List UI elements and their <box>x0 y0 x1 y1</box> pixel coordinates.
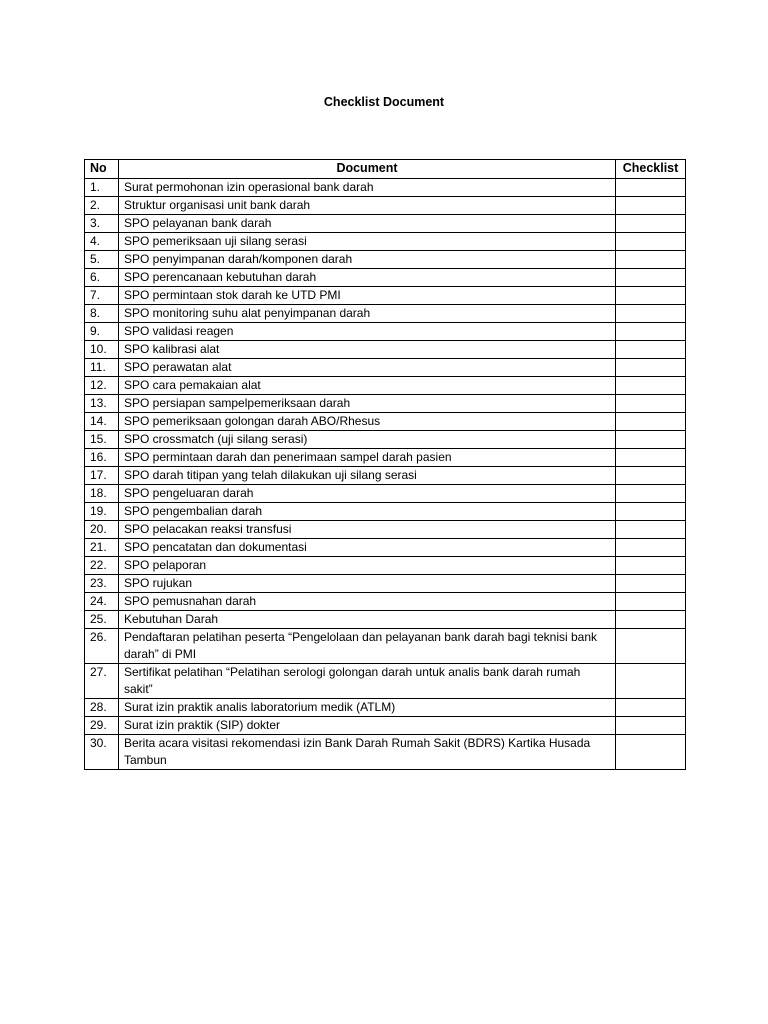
row-checklist-cell[interactable] <box>616 179 686 197</box>
table-row <box>85 215 686 233</box>
row-checklist-cell[interactable] <box>616 611 686 629</box>
row-checklist-cell[interactable] <box>616 717 686 735</box>
row-number-cell: 22. <box>85 557 119 575</box>
row-document-cell: SPO pelayanan bank darah <box>119 215 616 233</box>
table-row <box>85 629 686 664</box>
row-document-cell: SPO permintaan stok darah ke UTD PMI <box>119 287 616 305</box>
row-checklist-cell[interactable] <box>616 215 686 233</box>
row-number-cell: 4. <box>85 233 119 251</box>
table-row <box>85 269 686 287</box>
row-number-cell: 10. <box>85 341 119 359</box>
row-checklist-cell[interactable] <box>616 413 686 431</box>
row-checklist-cell[interactable] <box>616 395 686 413</box>
header-no: No <box>85 160 119 179</box>
table-row <box>85 323 686 341</box>
row-number-cell: 13. <box>85 395 119 413</box>
table-row <box>85 413 686 431</box>
row-checklist-cell[interactable] <box>616 503 686 521</box>
row-document-cell: SPO pengembalian darah <box>119 503 616 521</box>
table-row <box>85 575 686 593</box>
row-number-cell: 20. <box>85 521 119 539</box>
row-document-cell: SPO pencatatan dan dokumentasi <box>119 539 616 557</box>
row-document-cell: SPO pemusnahan darah <box>119 593 616 611</box>
row-document-cell: SPO crossmatch (uji silang serasi) <box>119 431 616 449</box>
row-checklist-cell[interactable] <box>616 251 686 269</box>
row-document-cell: SPO penyimpanan darah/komponen darah <box>119 251 616 269</box>
row-number-cell: 27. <box>85 664 119 699</box>
row-checklist-cell[interactable] <box>616 629 686 664</box>
row-number-cell: 16. <box>85 449 119 467</box>
row-document-cell: SPO persiapan sampelpemeriksaan darah <box>119 395 616 413</box>
row-checklist-cell[interactable] <box>616 287 686 305</box>
table-row <box>85 251 686 269</box>
table-row <box>85 485 686 503</box>
table-row <box>85 664 686 699</box>
row-checklist-cell[interactable] <box>616 305 686 323</box>
row-checklist-cell[interactable] <box>616 323 686 341</box>
row-document-cell: Surat permohonan izin operasional bank darah <box>119 179 616 197</box>
row-checklist-cell[interactable] <box>616 269 686 287</box>
table-row <box>85 611 686 629</box>
checklist-table <box>84 159 686 770</box>
row-document-cell: SPO pengeluaran darah <box>119 485 616 503</box>
row-document-cell: SPO pelaporan <box>119 557 616 575</box>
row-number-cell: 23. <box>85 575 119 593</box>
row-document-cell: SPO pemeriksaan golongan darah ABO/Rhesus <box>119 413 616 431</box>
row-document-cell: SPO kalibrasi alat <box>119 341 616 359</box>
row-checklist-cell[interactable] <box>616 431 686 449</box>
row-number-cell: 6. <box>85 269 119 287</box>
row-number-cell: 12. <box>85 377 119 395</box>
row-checklist-cell[interactable] <box>616 593 686 611</box>
row-checklist-cell[interactable] <box>616 521 686 539</box>
table-row <box>85 539 686 557</box>
row-number-cell: 25. <box>85 611 119 629</box>
table-row <box>85 699 686 717</box>
row-number-cell: 21. <box>85 539 119 557</box>
header-checklist: Checklist <box>616 160 686 179</box>
table-row <box>85 233 686 251</box>
row-document-cell: Kebutuhan Darah <box>119 611 616 629</box>
row-checklist-cell[interactable] <box>616 699 686 717</box>
row-document-cell: SPO pemeriksaan uji silang serasi <box>119 233 616 251</box>
row-document-cell: SPO permintaan darah dan penerimaan sampel darah pasien <box>119 449 616 467</box>
table-row <box>85 735 686 770</box>
row-checklist-cell[interactable] <box>616 664 686 699</box>
row-checklist-cell[interactable] <box>616 341 686 359</box>
row-number-cell: 1. <box>85 179 119 197</box>
row-number-cell: 2. <box>85 197 119 215</box>
row-checklist-cell[interactable] <box>616 575 686 593</box>
row-document-cell: SPO perencanaan kebutuhan darah <box>119 269 616 287</box>
row-number-cell: 29. <box>85 717 119 735</box>
row-number-cell: 17. <box>85 467 119 485</box>
table-row <box>85 467 686 485</box>
table-header-row <box>85 160 686 179</box>
row-document-cell: SPO monitoring suhu alat penyimpanan darah <box>119 305 616 323</box>
table-row <box>85 359 686 377</box>
table-row <box>85 377 686 395</box>
header-document: Document <box>119 160 616 179</box>
row-document-cell: SPO perawatan alat <box>119 359 616 377</box>
row-document-cell: Struktur organisasi unit bank darah <box>119 197 616 215</box>
table-row <box>85 521 686 539</box>
row-number-cell: 26. <box>85 629 119 664</box>
row-document-cell: Sertifikat pelatihan “Pelatihan serologi golongan darah untuk analis bank darah rumah sakit” <box>119 664 616 699</box>
row-number-cell: 7. <box>85 287 119 305</box>
row-number-cell: 15. <box>85 431 119 449</box>
table-row <box>85 305 686 323</box>
table-row <box>85 503 686 521</box>
table-row <box>85 287 686 305</box>
table-row <box>85 449 686 467</box>
row-number-cell: 14. <box>85 413 119 431</box>
row-number-cell: 9. <box>85 323 119 341</box>
row-checklist-cell[interactable] <box>616 449 686 467</box>
row-number-cell: 24. <box>85 593 119 611</box>
table-row <box>85 717 686 735</box>
row-document-cell: Berita acara visitasi rekomendasi izin Bank Darah Rumah Sakit (BDRS) Kartika Husada Tambun <box>119 735 616 770</box>
row-number-cell: 18. <box>85 485 119 503</box>
row-document-cell: Pendaftaran pelatihan peserta “Pengelolaan dan pelayanan bank darah bagi teknisi bank darah” di PMI <box>119 629 616 664</box>
row-checklist-cell[interactable] <box>616 485 686 503</box>
table-row <box>85 431 686 449</box>
row-number-cell: 11. <box>85 359 119 377</box>
row-checklist-cell[interactable] <box>616 377 686 395</box>
table-row <box>85 395 686 413</box>
table-row <box>85 341 686 359</box>
row-document-cell: SPO cara pemakaian alat <box>119 377 616 395</box>
table-row <box>85 179 686 197</box>
row-number-cell: 3. <box>85 215 119 233</box>
row-checklist-cell[interactable] <box>616 557 686 575</box>
row-checklist-cell[interactable] <box>616 359 686 377</box>
row-number-cell: 8. <box>85 305 119 323</box>
table-row <box>85 593 686 611</box>
row-checklist-cell[interactable] <box>616 233 686 251</box>
row-document-cell: SPO pelacakan reaksi transfusi <box>119 521 616 539</box>
row-checklist-cell[interactable] <box>616 197 686 215</box>
row-number-cell: 28. <box>85 699 119 717</box>
table-row <box>85 557 686 575</box>
row-checklist-cell[interactable] <box>616 467 686 485</box>
row-checklist-cell[interactable] <box>616 539 686 557</box>
row-document-cell: Surat izin praktik (SIP) dokter <box>119 717 616 735</box>
document-title: Checklist Document <box>323 95 445 109</box>
row-checklist-cell[interactable] <box>616 735 686 770</box>
row-number-cell: 30. <box>85 735 119 770</box>
row-number-cell: 5. <box>85 251 119 269</box>
row-document-cell: Surat izin praktik analis laboratorium medik (ATLM) <box>119 699 616 717</box>
row-document-cell: SPO rujukan <box>119 575 616 593</box>
table-row <box>85 197 686 215</box>
row-document-cell: SPO darah titipan yang telah dilakukan uji silang serasi <box>119 467 616 485</box>
row-number-cell: 19. <box>85 503 119 521</box>
row-document-cell: SPO validasi reagen <box>119 323 616 341</box>
